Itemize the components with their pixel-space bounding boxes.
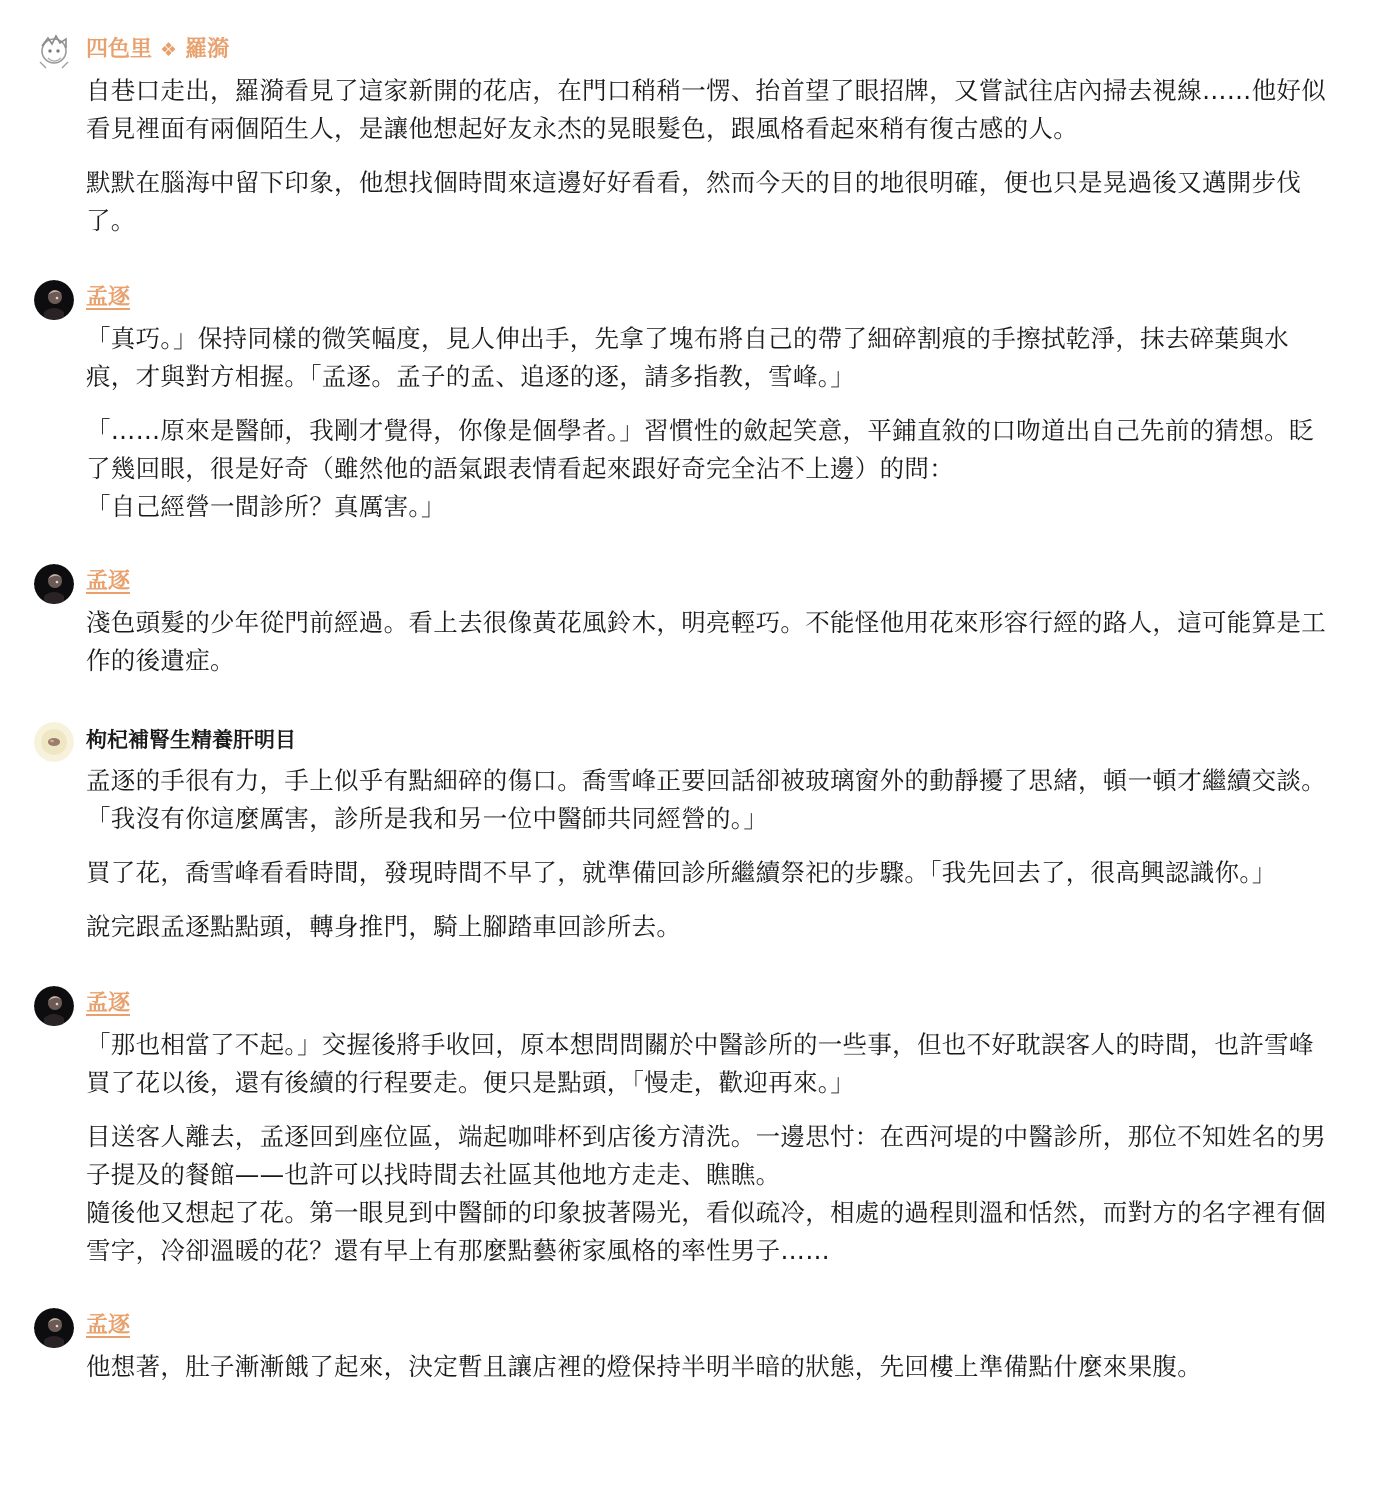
post	[0, 1306, 1374, 1386]
post-header	[86, 1306, 1338, 1346]
avatar[interactable]	[34, 564, 74, 604]
author-name[interactable]: 枸杞補腎生精養肝明目	[86, 728, 296, 752]
dark-portrait-avatar-icon	[34, 564, 74, 604]
author-name[interactable]: 孟逐	[86, 569, 131, 594]
author-name[interactable]: 孟逐	[86, 991, 131, 1016]
post	[0, 562, 1374, 680]
post	[0, 278, 1374, 526]
author-name[interactable]: 孟逐	[86, 1313, 131, 1338]
post-paragraph: 淺色頭髮的少年從門前經過。看上去很像黃花風鈴木，明亮輕巧。不能怪他用花來形容行經的路人，這可能算是工作的後遺症。	[86, 608, 1326, 675]
post-paragraph: 說完跟孟逐點點頭，轉身推門，騎上腳踏車回診所去。	[86, 912, 682, 941]
post-paragraph: 「那也相當了不起。」交握後將手收回，原本想問問關於中醫診所的一些事，但也不好耽誤客人的時間，也許雪峰買了花以後，還有後續的行程要走。便只是點頭，「慢走，歡迎再來。」	[86, 1030, 1314, 1097]
post-paragraph: 自巷口走出，羅漪看見了這家新開的花店，在門口稍稍一愣、抬首望了眼招牌，又嘗試往店內掃去視線……他好似看見裡面有兩個陌生人，是讓他想起好友永杰的晃眼髮色，跟風格看起來稍有復古感的人。	[86, 76, 1326, 143]
post-header	[86, 562, 1338, 602]
avatar[interactable]	[34, 1308, 74, 1348]
post	[0, 984, 1374, 1270]
post-paragraph: 默默在腦海中留下印象，他想找個時間來這邊好好看看，然而今天的目的地很明確，便也只是晃過後又邁開步伐了。	[86, 168, 1302, 235]
post	[0, 30, 1374, 240]
avatar[interactable]	[34, 986, 74, 1026]
sketch-avatar-icon	[34, 32, 74, 72]
post-body	[86, 1346, 1338, 1386]
post-header	[86, 720, 1338, 760]
author-name[interactable]: 孟逐	[86, 285, 131, 310]
author-secondary[interactable]: 羅漪	[185, 37, 230, 62]
dark-portrait-avatar-icon	[34, 986, 74, 1026]
post-paragraph: 目送客人離去，孟逐回到座位區，端起咖啡杯到店後方清洗。一邊思忖：在西河堤的中醫診所，那位不知姓名的男子提及的餐館——也許可以找時間去社區其他地方走走、瞧瞧。	[86, 1122, 1326, 1189]
post-paragraph: 「真巧。」保持同樣的微笑幅度，見人伸出手，先拿了塊布將自己的帶了細碎割痕的手擦拭乾淨，抹去碎葉與水痕，才與對方相握。「孟逐。孟子的孟、追逐的逐，請多指教，雪峰。」	[86, 324, 1289, 391]
post-header	[86, 278, 1338, 318]
post-paragraph: 「自己經營一間診所？真厲害。」	[86, 492, 446, 521]
light-food-avatar-icon	[34, 722, 74, 762]
post-paragraph: 他想著，肚子漸漸餓了起來，決定暫且讓店裡的燈保持半明半暗的狀態，先回樓上準備點什麼來果腹。	[86, 1352, 1202, 1381]
avatar[interactable]	[34, 32, 74, 72]
post-body	[86, 70, 1338, 240]
dark-portrait-avatar-icon	[34, 280, 74, 320]
post-body	[86, 318, 1338, 526]
author-name[interactable]	[86, 30, 229, 70]
post	[0, 720, 1374, 946]
post-body	[86, 760, 1338, 946]
author-primary[interactable]: 四色里	[86, 37, 153, 62]
avatar[interactable]	[34, 722, 74, 762]
post-paragraph: 「……原來是醫師，我剛才覺得，你像是個學者。」習慣性的斂起笑意，平鋪直敘的口吻道出自己先前的猜想。眨了幾回眼，很是好奇（雖然他的語氣跟表情看起來跟好奇完全沾不上邊）的問：	[86, 416, 1314, 483]
post-header	[86, 984, 1338, 1024]
post-body	[86, 1024, 1338, 1270]
post-paragraph: 買了花，喬雪峰看看時間，發現時間不早了，就準備回診所繼續祭祀的步驟。「我先回去了，很高興認識你。」	[86, 858, 1277, 887]
avatar[interactable]	[34, 280, 74, 320]
post-paragraph: 隨後他又想起了花。第一眼見到中醫師的印象披著陽光，看似疏冷，相處的過程則溫和恬然，而對方的名字裡有個雪字，冷卻溫暖的花？還有早上有那麼點藝術家風格的率性男子……	[86, 1198, 1326, 1265]
post-paragraph: 孟逐的手很有力，手上似乎有點細碎的傷口。喬雪峰正要回話卻被玻璃窗外的動靜擾了思緒，頓一頓才繼續交談。「我沒有你這麼厲害，診所是我和另一位中醫師共同經營的。」	[86, 766, 1326, 833]
post-body	[86, 602, 1338, 680]
post-header	[86, 30, 1338, 70]
separator-icon: ❖	[160, 39, 178, 61]
dark-portrait-avatar-icon	[34, 1308, 74, 1348]
